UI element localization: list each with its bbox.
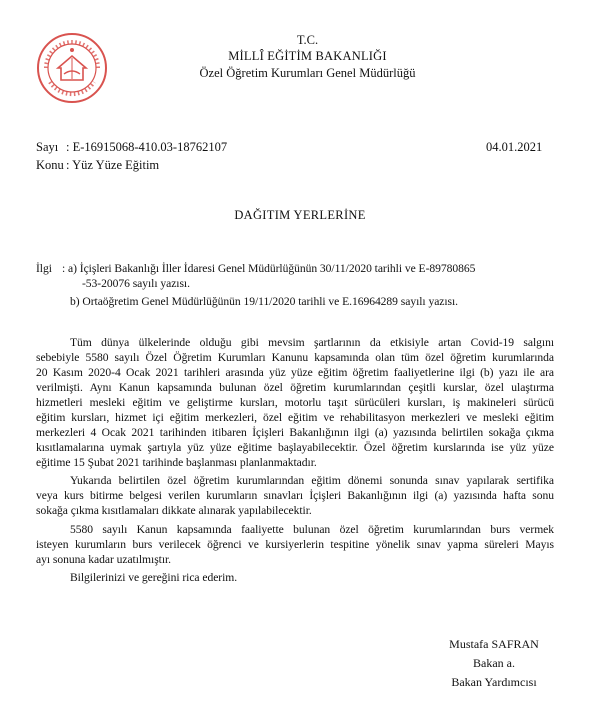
signatory-title: Bakan Yardımcısı [451,675,537,689]
paragraph-1-line: kısıtlamalarına uymak şartıyla yüz yüze eğitime başlayabilecektir. Özel öğretim kurslarında ise yüz yüze [36,441,554,454]
paragraph-3-line: ayı sonuna kadar uzatılmıştır. [36,553,172,566]
signatory-on-behalf: Bakan a. [473,656,515,670]
ilgi-b-line: b) Ortaöğretim Genel Müdürlüğünün 19/11/2020 tarihli ve E.16964289 sayılı yazısı. [70,295,459,308]
ilgi-label: İlgi [36,262,52,275]
paragraph-1-line: Tüm dünya ülkelerinde olduğu gibi mevsim şartlarının da etkisiyle artan Covid-19 salgını [70,336,554,349]
signatory-name: Mustafa SAFRAN [449,637,539,651]
paragraph-3-line: isteyen kurumların burs verilecek öğrenci ve kursiyerlerin tespitine yönelik sınav yapma süreleri Mayıs [36,538,554,551]
ilgi-a-line1: : a) İçişleri Bakanlığı İller İdaresi Genel Müdürlüğünün 30/11/2020 tarihli ve E-89780865 [62,262,476,275]
ministry-seal-logo [36,32,108,104]
header-ministry: MİLLÎ EĞİTİM BAKANLIĞI [228,49,387,63]
paragraph-1-line: eğitime 15 Şubat 2021 tarihinde başlanması planlanmaktadır. [36,456,317,469]
header-country: T.C. [296,33,319,47]
document-date: 04.01.2021 [486,140,543,154]
sayi-label: Sayı [36,140,59,154]
paragraph-2-line: veya kurs bitirme belgesi verilen kurumların sınavları İçişleri Bakanlığının ilgi (a) yazısında hafta sonu [36,489,554,502]
recipient-heading: DAĞITIM YERLERİNE [234,208,366,222]
closing-line: Bilgilerinizi ve gereğini rica ederim. [70,571,238,584]
header-directorate: Özel Öğretim Kurumları Genel Müdürlüğü [199,66,416,80]
paragraph-1-line: hizmetleri mesleki eğitim ve geliştirme kursları, motorlu taşıt sürücüleri kursları, iş makineleri sürücü [36,396,554,409]
paragraph-1-line: eğitim kursları, hizmet içi eğitim merkezleri, özel eğitim ve rehabilitasyon merkezleri ve mesleki eğitim [36,411,554,424]
paragraph-2-line: sokağa çıkma kısıtlamaları dikkate alınarak yapılabilecektir. [36,504,312,517]
paragraph-1-line: 20 Kasım 2020-4 Ocak 2021 tarihleri arasında yüz yüze eğitim öğretim faaliyetlerine ilgi (b) yazı ile ara [36,366,554,379]
paragraph-2-line: Yukarıda belirtilen özel öğretim kurumlarından eğitim dönemi sonunda sınav yapılarak sertifika [70,474,554,487]
paragraph-1-line: verilmişti. Aynı Kanun kapsamında bulunan özel öğretim kurumlarından çeşitli kurslar, özel ulaştırma [36,381,554,394]
paragraph-1-line: merkezleri 4 Ocak 2021 tarihinden itibaren İçişleri Bakanlığının ilgi (a) yazısında belirtilen sokağa çıkma [36,426,554,439]
konu-label: Konu [36,158,64,172]
paragraph-1-line: sebebiyle 5580 sayılı Özel Öğretim Kurumları Kanunu kapsamında olan tüm özel öğretim kurumlarında [36,351,554,364]
paragraph-3-line: 5580 sayılı Kanun kapsamında faaliyette bulunan özel öğretim kurumlarından burs vermek [70,523,554,536]
konu-value: : Yüz Yüze Eğitim [66,158,160,172]
ilgi-a-line2: -53-20076 sayılı yazısı. [82,277,190,290]
sayi-value: : E-16915068-410.03-18762107 [66,140,228,154]
